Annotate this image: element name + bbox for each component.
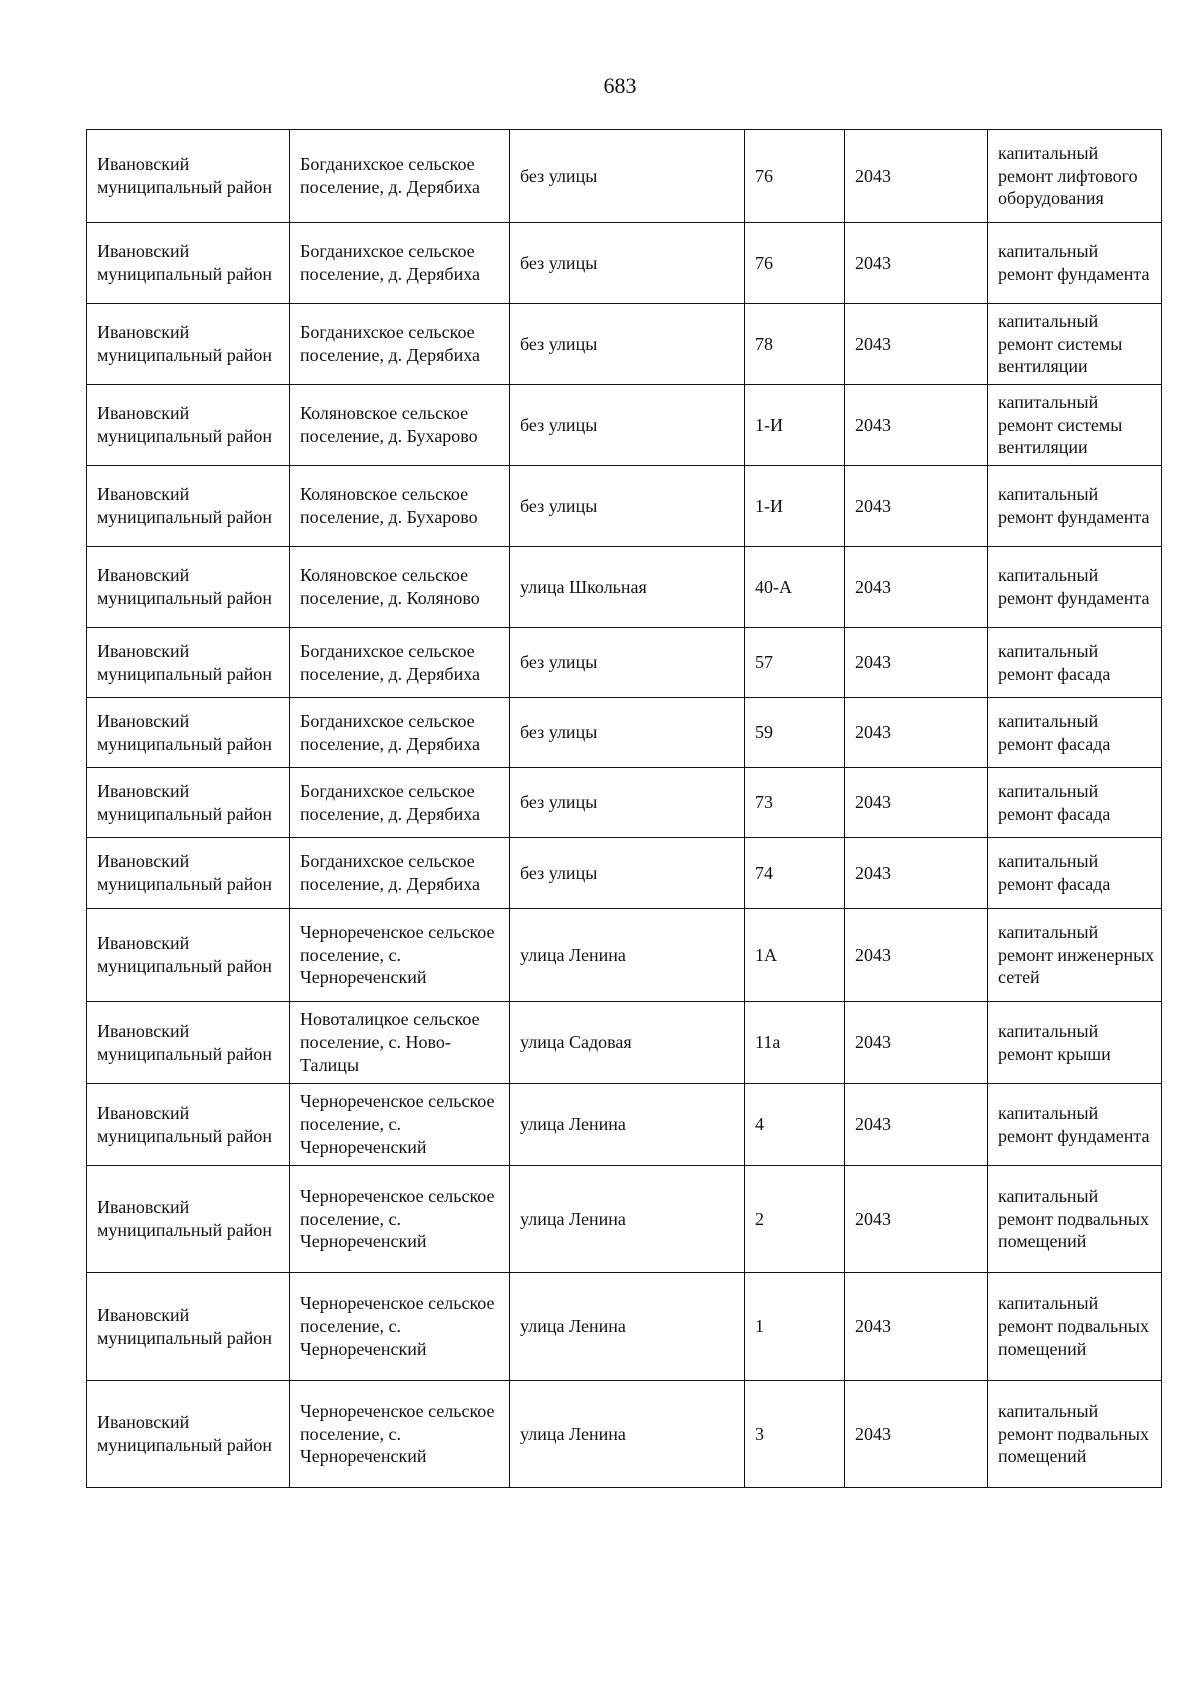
year-cell: 2043 — [845, 1273, 988, 1381]
street-cell: без улицы — [510, 304, 745, 385]
street-cell: улица Ленина — [510, 1166, 745, 1273]
house-number-cell: 59 — [745, 698, 845, 768]
district-cell: Ивановский муниципальный район — [87, 698, 290, 768]
street-cell: без улицы — [510, 223, 745, 304]
table-row — [87, 385, 1162, 466]
settlement-cell: Чернореченское сельское поселение, с. Чернореченский — [290, 1166, 510, 1273]
house-number-cell: 1-И — [745, 466, 845, 547]
settlement-cell: Богданихское сельское поселение, д. Дерябиха — [290, 768, 510, 838]
house-number-cell: 74 — [745, 838, 845, 909]
street-cell: улица Школьная — [510, 547, 745, 628]
year-cell: 2043 — [845, 547, 988, 628]
district-cell: Ивановский муниципальный район — [87, 1002, 290, 1084]
house-number-cell: 73 — [745, 768, 845, 838]
table-row — [87, 304, 1162, 385]
settlement-cell: Богданихское сельское поселение, д. Дерябиха — [290, 130, 510, 223]
settlement-cell: Чернореченское сельское поселение, с. Чернореченский — [290, 909, 510, 1002]
work-type-cell: капитальный ремонт подвальных помещений — [988, 1381, 1162, 1488]
work-type-cell: капитальный ремонт фасада — [988, 698, 1162, 768]
district-cell: Ивановский муниципальный район — [87, 547, 290, 628]
street-cell: улица Ленина — [510, 909, 745, 1002]
district-cell: Ивановский муниципальный район — [87, 838, 290, 909]
table-row — [87, 1273, 1162, 1381]
district-cell: Ивановский муниципальный район — [87, 909, 290, 1002]
settlement-cell: Чернореченское сельское поселение, с. Чернореченский — [290, 1084, 510, 1166]
year-cell: 2043 — [845, 1002, 988, 1084]
table-row — [87, 1002, 1162, 1084]
year-cell: 2043 — [845, 304, 988, 385]
street-cell: без улицы — [510, 768, 745, 838]
street-cell: без улицы — [510, 466, 745, 547]
table-row — [87, 768, 1162, 838]
house-number-cell: 76 — [745, 130, 845, 223]
house-number-cell: 1-И — [745, 385, 845, 466]
year-cell: 2043 — [845, 1166, 988, 1273]
year-cell: 2043 — [845, 1381, 988, 1488]
house-number-cell: 78 — [745, 304, 845, 385]
district-cell: Ивановский муниципальный район — [87, 223, 290, 304]
house-number-cell: 1 — [745, 1273, 845, 1381]
street-cell: без улицы — [510, 385, 745, 466]
table-row — [87, 1381, 1162, 1488]
table-row — [87, 547, 1162, 628]
settlement-cell: Коляновское сельское поселение, д. Бухарово — [290, 466, 510, 547]
work-type-cell: капитальный ремонт фасада — [988, 768, 1162, 838]
work-type-cell: капитальный ремонт подвальных помещений — [988, 1273, 1162, 1381]
table-body — [87, 130, 1162, 1488]
settlement-cell: Новоталицкое сельское поселение, с. Ново-Талицы — [290, 1002, 510, 1084]
year-cell: 2043 — [845, 130, 988, 223]
table-row — [87, 466, 1162, 547]
year-cell: 2043 — [845, 385, 988, 466]
work-type-cell: капитальный ремонт фасада — [988, 838, 1162, 909]
table-row — [87, 130, 1162, 223]
house-number-cell: 11а — [745, 1002, 845, 1084]
district-cell: Ивановский муниципальный район — [87, 628, 290, 698]
district-cell: Ивановский муниципальный район — [87, 130, 290, 223]
street-cell: улица Ленина — [510, 1084, 745, 1166]
district-cell: Ивановский муниципальный район — [87, 768, 290, 838]
district-cell: Ивановский муниципальный район — [87, 385, 290, 466]
settlement-cell: Богданихское сельское поселение, д. Дерябиха — [290, 838, 510, 909]
street-cell: без улицы — [510, 838, 745, 909]
table-row — [87, 223, 1162, 304]
table-row — [87, 838, 1162, 909]
work-type-cell: капитальный ремонт фасада — [988, 628, 1162, 698]
table-row — [87, 698, 1162, 768]
year-cell: 2043 — [845, 1084, 988, 1166]
table-row — [87, 1084, 1162, 1166]
street-cell: улица Садовая — [510, 1002, 745, 1084]
settlement-cell: Богданихское сельское поселение, д. Дерябиха — [290, 698, 510, 768]
street-cell: улица Ленина — [510, 1381, 745, 1488]
year-cell: 2043 — [845, 628, 988, 698]
page-number: 683 — [603, 73, 637, 98]
settlement-cell: Богданихское сельское поселение, д. Дерябиха — [290, 304, 510, 385]
work-type-cell: капитальный ремонт фундамента — [988, 466, 1162, 547]
street-cell: без улицы — [510, 130, 745, 223]
house-number-cell: 4 — [745, 1084, 845, 1166]
house-number-cell: 2 — [745, 1166, 845, 1273]
year-cell: 2043 — [845, 466, 988, 547]
street-cell: без улицы — [510, 628, 745, 698]
street-cell: улица Ленина — [510, 1273, 745, 1381]
work-type-cell: капитальный ремонт фундамента — [988, 223, 1162, 304]
district-cell: Ивановский муниципальный район — [87, 1381, 290, 1488]
district-cell: Ивановский муниципальный район — [87, 304, 290, 385]
work-type-cell: капитальный ремонт подвальных помещений — [988, 1166, 1162, 1273]
work-type-cell: капитальный ремонт лифтового оборудования — [988, 130, 1162, 223]
table-row — [87, 1166, 1162, 1273]
settlement-cell: Богданихское сельское поселение, д. Дерябиха — [290, 628, 510, 698]
year-cell: 2043 — [845, 838, 988, 909]
settlement-cell: Коляновское сельское поселение, д. Бухарово — [290, 385, 510, 466]
table-row — [87, 909, 1162, 1002]
work-type-cell: капитальный ремонт системы вентиляции — [988, 304, 1162, 385]
table-row — [87, 628, 1162, 698]
repair-schedule-table — [86, 129, 1162, 1488]
work-type-cell: капитальный ремонт фундамента — [988, 547, 1162, 628]
house-number-cell: 40-А — [745, 547, 845, 628]
work-type-cell: капитальный ремонт инженерных сетей — [988, 909, 1162, 1002]
settlement-cell: Богданихское сельское поселение, д. Дерябиха — [290, 223, 510, 304]
district-cell: Ивановский муниципальный район — [87, 1084, 290, 1166]
settlement-cell: Коляновское сельское поселение, д. Коляново — [290, 547, 510, 628]
year-cell: 2043 — [845, 698, 988, 768]
work-type-cell: капитальный ремонт системы вентиляции — [988, 385, 1162, 466]
house-number-cell: 1А — [745, 909, 845, 1002]
district-cell: Ивановский муниципальный район — [87, 1166, 290, 1273]
work-type-cell: капитальный ремонт фундамента — [988, 1084, 1162, 1166]
house-number-cell: 3 — [745, 1381, 845, 1488]
year-cell: 2043 — [845, 223, 988, 304]
year-cell: 2043 — [845, 768, 988, 838]
street-cell: без улицы — [510, 698, 745, 768]
year-cell: 2043 — [845, 909, 988, 1002]
house-number-cell: 57 — [745, 628, 845, 698]
settlement-cell: Чернореченское сельское поселение, с. Чернореченский — [290, 1273, 510, 1381]
house-number-cell: 76 — [745, 223, 845, 304]
district-cell: Ивановский муниципальный район — [87, 1273, 290, 1381]
work-type-cell: капитальный ремонт крыши — [988, 1002, 1162, 1084]
settlement-cell: Чернореченское сельское поселение, с. Чернореченский — [290, 1381, 510, 1488]
district-cell: Ивановский муниципальный район — [87, 466, 290, 547]
